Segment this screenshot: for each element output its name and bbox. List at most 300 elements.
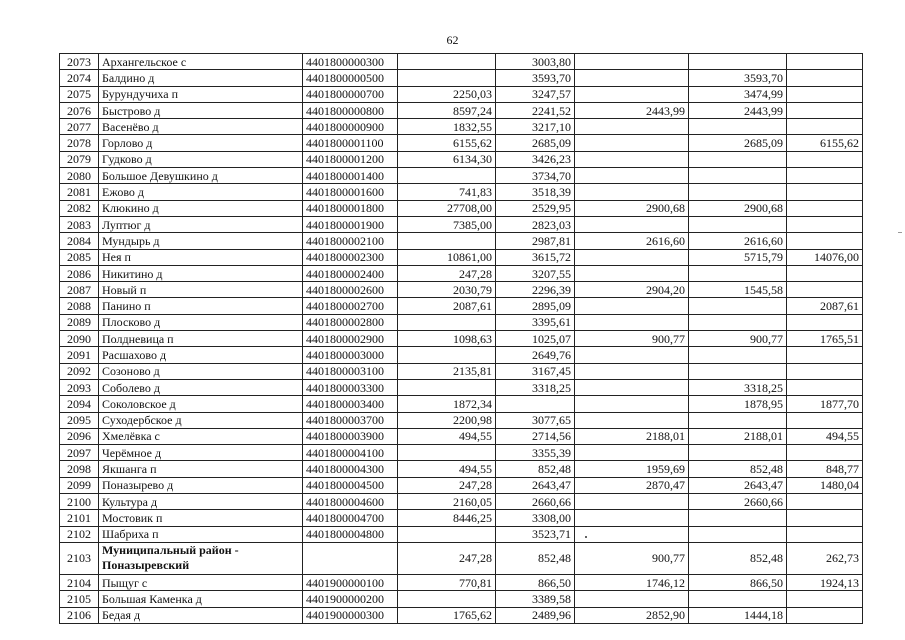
table-row [60,119,863,135]
row-number-cell: 2102 [60,526,99,542]
value-1-cell [398,445,496,461]
row-number-cell: 2087 [60,282,99,298]
value-4-cell: 866,50 [689,574,787,590]
okato-code-cell: 4401800001800 [303,200,398,216]
value-3-cell [575,379,689,395]
row-number-cell: 2098 [60,461,99,477]
value-5-cell [787,102,863,118]
row-number-cell: 2077 [60,119,99,135]
value-1-cell [398,233,496,249]
value-2-cell: 1025,07 [496,331,575,347]
row-number-cell: 2085 [60,249,99,265]
value-3-cell [575,412,689,428]
table-body [60,54,863,624]
row-number-cell: 2086 [60,265,99,281]
value-2-cell: 2987,81 [496,233,575,249]
value-2-cell: 3355,39 [496,445,575,461]
table-row [60,265,863,281]
value-3-cell: 2904,20 [575,282,689,298]
table-row [60,200,863,216]
value-2-cell: 2895,09 [496,298,575,314]
okato-code-cell: 4401800003700 [303,412,398,428]
row-number-cell: 2100 [60,494,99,510]
value-2-cell: 3308,00 [496,510,575,526]
table-row [60,70,863,86]
row-number-cell: 2079 [60,151,99,167]
value-4-cell: 2685,09 [689,135,787,151]
value-5-cell [787,54,863,70]
value-3-cell: 2870,47 [575,477,689,493]
settlement-name-cell: Хмелёвка с [99,428,303,444]
value-4-cell [689,216,787,232]
okato-code-cell: 4401800002300 [303,249,398,265]
value-5-cell [787,510,863,526]
value-4-cell [689,54,787,70]
settlement-name-cell: Быстрово д [99,102,303,118]
value-1-cell [398,347,496,363]
settlement-name-cell: Васенёво д [99,119,303,135]
row-number-cell: 2073 [60,54,99,70]
value-1-cell: 1765,62 [398,607,496,623]
value-2-cell: 2685,09 [496,135,575,151]
table-row [60,102,863,118]
value-5-cell [787,233,863,249]
okato-code-cell: 4401800004500 [303,477,398,493]
value-2-cell: 3389,58 [496,591,575,607]
row-number-cell: 2106 [60,607,99,623]
row-number-cell: 2105 [60,591,99,607]
value-1-cell [398,54,496,70]
settlement-name-cell: Расшахово д [99,347,303,363]
value-3-cell [575,347,689,363]
value-2-cell: 2660,66 [496,494,575,510]
value-5-cell [787,70,863,86]
value-1-cell [398,314,496,330]
value-2-cell: 2489,96 [496,607,575,623]
value-3-cell [575,591,689,607]
table-row [60,282,863,298]
value-5-cell [787,282,863,298]
row-number-cell: 2097 [60,445,99,461]
okato-code-cell: 4401800004600 [303,494,398,510]
value-5-cell [787,445,863,461]
value-3-cell: 2616,60 [575,233,689,249]
value-5-cell [787,184,863,200]
value-2-cell: 3615,72 [496,249,575,265]
table-row [60,428,863,444]
table-row [60,86,863,102]
value-3-cell [575,168,689,184]
value-3-cell [575,151,689,167]
table-row [60,494,863,510]
settlement-name-cell: Мостовик п [99,510,303,526]
value-5-cell [787,314,863,330]
row-number-cell: 2101 [60,510,99,526]
value-1-cell: 741,83 [398,184,496,200]
value-2-cell: 2241,52 [496,102,575,118]
value-5-cell [787,591,863,607]
value-5-cell: 14076,00 [787,249,863,265]
value-2-cell: 2714,56 [496,428,575,444]
okato-code-cell: 4401800001900 [303,216,398,232]
value-4-cell [689,445,787,461]
value-4-cell: 2443,99 [689,102,787,118]
row-number-cell: 2104 [60,574,99,590]
okato-code-cell: 4401900000300 [303,607,398,623]
table-row [60,526,863,542]
value-3-cell [575,119,689,135]
table-row [60,249,863,265]
okato-code-cell: 4401800000700 [303,86,398,102]
okato-code-cell: 4401800002100 [303,233,398,249]
row-number-cell: 2093 [60,379,99,395]
value-3-cell [575,135,689,151]
table-row [60,396,863,412]
value-2-cell: 3247,57 [496,86,575,102]
okato-code-cell: 4401800001600 [303,184,398,200]
settlement-name-cell: Большое Девушкино д [99,168,303,184]
table-row [60,168,863,184]
value-2-cell: 2643,47 [496,477,575,493]
row-number-cell: 2089 [60,314,99,330]
value-3-cell: 1746,12 [575,574,689,590]
okato-code-cell: 4401800001200 [303,151,398,167]
okato-code-cell: 4401800002600 [303,282,398,298]
value-2-cell: 3395,61 [496,314,575,330]
settlement-name-cell: Панино п [99,298,303,314]
page-number: 62 [446,33,459,47]
value-5-cell [787,119,863,135]
value-1-cell: 1098,63 [398,331,496,347]
okato-code-cell: 4401800002400 [303,265,398,281]
value-5-cell [787,363,863,379]
settlement-name-cell: Соколовское д [99,396,303,412]
value-4-cell: 5715,79 [689,249,787,265]
value-2-cell: 3593,70 [496,70,575,86]
edge-mark [898,232,902,233]
value-3-cell: 2443,99 [575,102,689,118]
row-number-cell: 2095 [60,412,99,428]
value-5-cell: 6155,62 [787,135,863,151]
value-1-cell: 7385,00 [398,216,496,232]
value-5-cell [787,494,863,510]
value-2-cell: 866,50 [496,574,575,590]
value-5-cell: 1765,51 [787,331,863,347]
value-5-cell [787,200,863,216]
value-4-cell [689,184,787,200]
table-row [60,135,863,151]
value-1-cell: 2250,03 [398,86,496,102]
value-1-cell [398,379,496,395]
value-1-cell: 494,55 [398,428,496,444]
value-5-cell: 1877,70 [787,396,863,412]
okato-code-cell: 4401800004300 [303,461,398,477]
value-4-cell: 3474,99 [689,86,787,102]
row-number-cell: 2075 [60,86,99,102]
row-number-cell: 2099 [60,477,99,493]
table-row [60,233,863,249]
settlement-name-cell: Балдино д [99,70,303,86]
value-3-cell: 2188,01 [575,428,689,444]
value-5-cell [787,265,863,281]
row-number-cell: 2088 [60,298,99,314]
value-2-cell: 852,48 [496,461,575,477]
value-4-cell [689,119,787,135]
value-3-cell [575,526,689,542]
value-2-cell: 3077,65 [496,412,575,428]
settlement-name-cell: Клюкино д [99,200,303,216]
value-3-cell [575,445,689,461]
value-3-cell [575,396,689,412]
value-4-cell: 1444,18 [689,607,787,623]
value-3-cell [575,70,689,86]
value-1-cell: 247,28 [398,477,496,493]
okato-code-cell: 4401800004700 [303,510,398,526]
value-3-cell [575,216,689,232]
okato-code-cell: 4401800002900 [303,331,398,347]
value-3-cell [575,265,689,281]
value-3-cell [575,510,689,526]
value-4-cell [689,347,787,363]
value-4-cell: 852,48 [689,542,787,574]
settlement-name-cell: Новый п [99,282,303,298]
row-number-cell: 2084 [60,233,99,249]
value-2-cell: 3734,70 [496,168,575,184]
value-5-cell [787,168,863,184]
okato-code-cell: 4401800000800 [303,102,398,118]
okato-code-cell: 4401900000100 [303,574,398,590]
value-1-cell [398,526,496,542]
value-4-cell [689,151,787,167]
value-1-cell: 2200,98 [398,412,496,428]
value-4-cell [689,314,787,330]
value-4-cell: 2616,60 [689,233,787,249]
row-number-cell: 2094 [60,396,99,412]
value-5-cell [787,607,863,623]
value-4-cell [689,298,787,314]
value-2-cell: 2296,39 [496,282,575,298]
okato-code-cell: 4401800003300 [303,379,398,395]
okato-code-cell: 4401800004800 [303,526,398,542]
value-4-cell: 852,48 [689,461,787,477]
table-row [60,331,863,347]
value-5-cell: 494,55 [787,428,863,444]
value-2-cell: 2529,95 [496,200,575,216]
okato-code-cell: 4401800000300 [303,54,398,70]
settlement-name-cell: Никитино д [99,265,303,281]
row-number-cell: 2082 [60,200,99,216]
row-number-cell: 2078 [60,135,99,151]
value-5-cell [787,151,863,167]
table-row [60,151,863,167]
value-1-cell: 10861,00 [398,249,496,265]
settlement-name-cell: Мундырь д [99,233,303,249]
okato-code-cell: 4401800003900 [303,428,398,444]
value-1-cell [398,591,496,607]
value-2-cell: 3426,23 [496,151,575,167]
table-row [60,461,863,477]
settlement-name-cell: Нея п [99,249,303,265]
settlement-name-cell: Бурундучиха п [99,86,303,102]
value-1-cell: 27708,00 [398,200,496,216]
stray-mark [585,536,587,538]
okato-code-cell [303,542,398,574]
value-3-cell: 900,77 [575,331,689,347]
table-row [60,607,863,623]
value-1-cell: 6155,62 [398,135,496,151]
settlement-name-cell: Созоново д [99,363,303,379]
value-4-cell [689,265,787,281]
value-5-cell: 1924,13 [787,574,863,590]
okato-code-cell: 4401800004100 [303,445,398,461]
row-number-cell: 2076 [60,102,99,118]
value-4-cell [689,363,787,379]
table-row [60,542,863,574]
settlement-name-cell: Пыщуг с [99,574,303,590]
settlement-name-cell: Ежово д [99,184,303,200]
row-number-cell: 2081 [60,184,99,200]
value-3-cell: 2900,68 [575,200,689,216]
value-1-cell: 770,81 [398,574,496,590]
value-1-cell [398,70,496,86]
value-5-cell: 2087,61 [787,298,863,314]
table-row [60,54,863,70]
settlement-name-cell: Архангельское с [99,54,303,70]
value-5-cell [787,526,863,542]
value-2-cell: 3318,25 [496,379,575,395]
value-3-cell [575,314,689,330]
value-1-cell: 2135,81 [398,363,496,379]
value-4-cell: 1878,95 [689,396,787,412]
value-1-cell: 247,28 [398,265,496,281]
value-2-cell: 3523,71 [496,526,575,542]
table-row [60,510,863,526]
row-number-cell: 2083 [60,216,99,232]
value-2-cell: 3167,45 [496,363,575,379]
value-3-cell [575,54,689,70]
value-1-cell: 6134,30 [398,151,496,167]
value-1-cell: 1872,34 [398,396,496,412]
value-4-cell: 3318,25 [689,379,787,395]
okato-code-cell: 4401800000500 [303,70,398,86]
value-4-cell [689,510,787,526]
row-number-cell: 2074 [60,70,99,86]
data-table [59,53,863,624]
value-5-cell: 262,73 [787,542,863,574]
value-2-cell: 2649,76 [496,347,575,363]
table-row [60,216,863,232]
value-5-cell: 848,77 [787,461,863,477]
settlement-name-cell: Плосково д [99,314,303,330]
value-4-cell: 2188,01 [689,428,787,444]
value-2-cell: 3207,55 [496,265,575,281]
settlement-name-cell: Гудково д [99,151,303,167]
value-1-cell [398,168,496,184]
value-5-cell [787,216,863,232]
value-5-cell [787,347,863,363]
row-number-cell: 2092 [60,363,99,379]
table-row [60,379,863,395]
value-2-cell: 3217,10 [496,119,575,135]
okato-code-cell: 4401800003000 [303,347,398,363]
value-4-cell [689,591,787,607]
okato-code-cell: 4401800001400 [303,168,398,184]
table-row [60,298,863,314]
row-number-cell: 2096 [60,428,99,444]
okato-code-cell: 4401800003400 [303,396,398,412]
okato-code-cell: 4401900000200 [303,591,398,607]
value-5-cell: 1480,04 [787,477,863,493]
value-1-cell: 2087,61 [398,298,496,314]
value-2-cell: 3003,80 [496,54,575,70]
value-4-cell: 2900,68 [689,200,787,216]
settlement-name-cell: Якшанга п [99,461,303,477]
settlement-name-cell: Поназырево д [99,477,303,493]
value-1-cell: 8597,24 [398,102,496,118]
value-3-cell [575,184,689,200]
value-3-cell: 1959,69 [575,461,689,477]
value-4-cell [689,168,787,184]
settlement-name-cell: Бедая д [99,607,303,623]
row-number-cell: 2090 [60,331,99,347]
value-1-cell: 247,28 [398,542,496,574]
value-1-cell: 2160,05 [398,494,496,510]
okato-code-cell: 4401800003100 [303,363,398,379]
value-3-cell [575,249,689,265]
settlement-name-cell: Черёмное д [99,445,303,461]
value-4-cell: 900,77 [689,331,787,347]
table-row [60,363,863,379]
settlement-name-cell: Шабриха п [99,526,303,542]
table-row [60,347,863,363]
row-number-cell: 2103 [60,542,99,574]
okato-code-cell: 4401800002700 [303,298,398,314]
value-5-cell [787,86,863,102]
value-5-cell [787,379,863,395]
value-2-cell: 852,48 [496,542,575,574]
table-row [60,184,863,200]
table-row [60,477,863,493]
table-row [60,574,863,590]
value-2-cell [496,396,575,412]
table-row [60,445,863,461]
settlement-name-cell: Соболево д [99,379,303,395]
value-1-cell: 494,55 [398,461,496,477]
settlement-name-cell: Полдневица п [99,331,303,347]
settlement-name-cell: Большая Каменка д [99,591,303,607]
value-4-cell [689,412,787,428]
value-1-cell: 1832,55 [398,119,496,135]
value-3-cell [575,494,689,510]
row-number-cell: 2080 [60,168,99,184]
value-5-cell [787,412,863,428]
value-1-cell: 2030,79 [398,282,496,298]
settlement-name-cell: Муниципальный район - Поназыревский [99,542,303,574]
value-4-cell: 1545,58 [689,282,787,298]
value-4-cell: 2660,66 [689,494,787,510]
value-4-cell [689,526,787,542]
settlement-name-cell: Суходербское д [99,412,303,428]
okato-code-cell: 4401800002800 [303,314,398,330]
value-4-cell: 3593,70 [689,70,787,86]
value-3-cell: 900,77 [575,542,689,574]
settlement-name-cell: Горлово д [99,135,303,151]
table-row [60,591,863,607]
value-3-cell: 2852,90 [575,607,689,623]
table-row [60,412,863,428]
value-3-cell [575,298,689,314]
row-number-cell: 2091 [60,347,99,363]
